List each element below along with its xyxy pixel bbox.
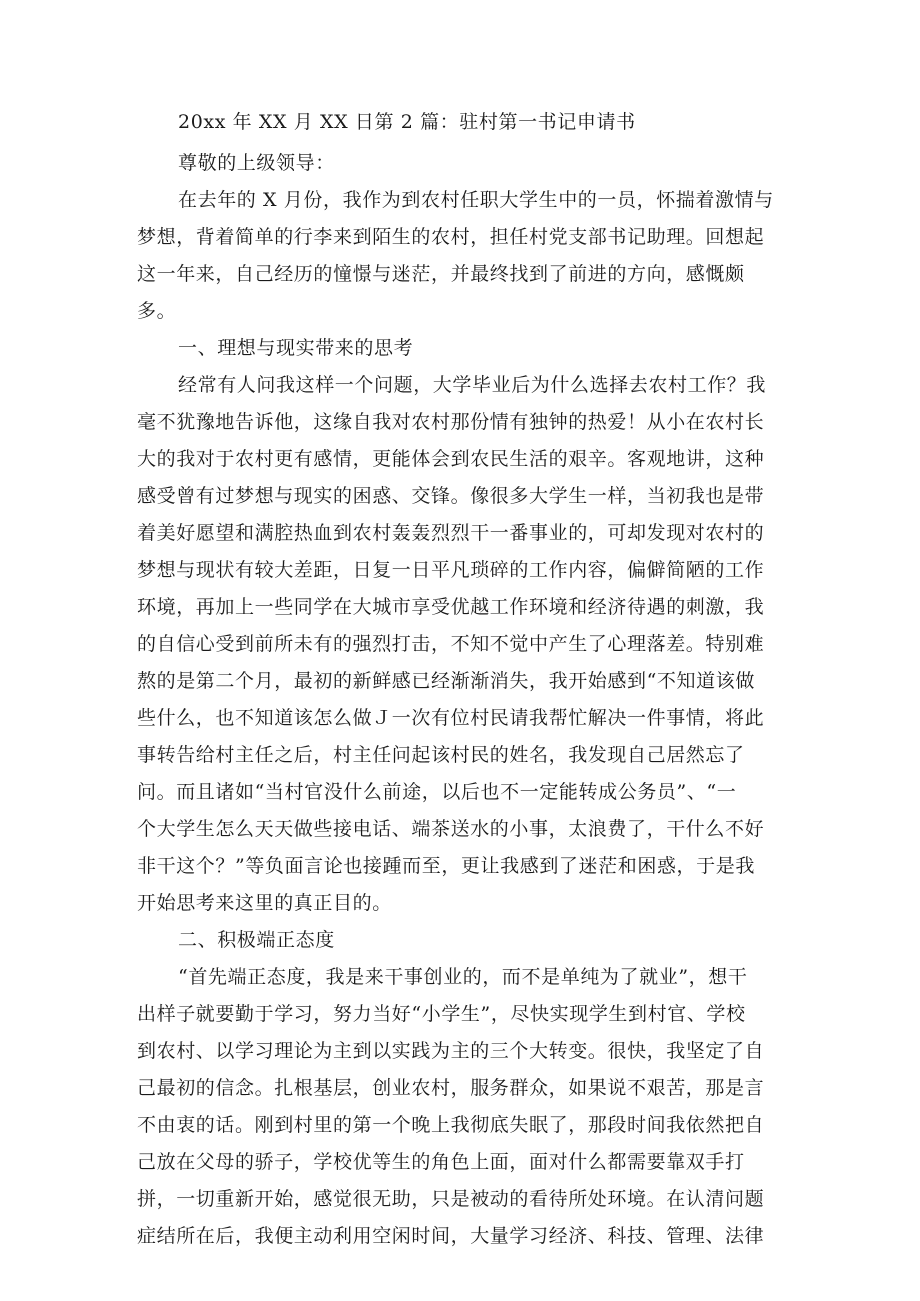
paragraph-line: 出样子就要勤于学习，努力当好“小学生”，尽快实现学生到村官、学校 — [137, 1003, 746, 1025]
paragraph-line: 事转告给村主任之后，村主任问起该村民的姓名，我发现自己居然忘了 — [137, 744, 745, 766]
paragraph-line: 个大学生怎么天天做些接电话、端茶送水的小事，太浪费了，干什么不好 — [137, 818, 765, 840]
paragraph-line: 拼，一切重新开始，感觉很无助，只是被动的看待所处环境。在认清问题 — [137, 1188, 765, 1210]
paragraph-line: 多。 — [137, 300, 177, 322]
paragraph-line: 些什么，也不知道该怎么做Ｊ一次有位村民请我帮忙解决一件事情，将此 — [137, 707, 765, 729]
paragraph-line: 毫不犹豫地告诉他，这缘自我对农村那份情有独钟的热爱！从小在农村长 — [137, 411, 765, 433]
salutation: 尊敬的上级领导： — [178, 152, 335, 174]
paragraph-line: 症结所在后，我便主动利用空闲时间，大量学习经济、科技、管理、法律 — [137, 1225, 765, 1247]
paragraph-line: 感受曾有过梦想与现实的困惑、交锋。像很多大学生一样，当初我也是带 — [137, 485, 765, 507]
paragraph-line: “首先端正态度，我是来干事创业的，而不是单纯为了就业”，想干 — [178, 966, 748, 988]
section-heading: 二、积极端正态度 — [178, 929, 335, 951]
paragraph-line: 在去年的 X 月份，我作为到农村任职大学生中的一员，怀揣着激情与 — [178, 189, 774, 211]
paragraph-line: 环境，再加上一些同学在大城市享受优越工作环境和经济待遇的刺激，我 — [137, 596, 765, 618]
paragraph-line: 大的我对于农村更有感情，更能体会到农民生活的艰辛。客观地讲，这种 — [137, 448, 765, 470]
paragraph-line: 梦想，背着简单的行李来到陌生的农村，担任村党支部书记助理。回想起 — [137, 226, 765, 248]
section-heading: 一、理想与现实带来的思考 — [178, 337, 414, 359]
paragraph-line: 己放在父母的骄子，学校优等生的角色上面，面对什么都需要靠双手打 — [137, 1151, 745, 1173]
paragraph-line: 梦想与现状有较大差距，日复一日平凡琐碎的工作内容，偏僻简陋的工作 — [137, 559, 765, 581]
paragraph-line: 不由衷的话。刚到村里的第一个晚上我彻底失眠了，那段时间我依然把自 — [137, 1114, 765, 1136]
paragraph-line: 这一年来，自己经历的憧憬与迷茫，并最终找到了前进的方向，感慨颇 — [137, 263, 745, 285]
paragraph-line: 经常有人问我这样一个问题，大学毕业后为什么选择去农村工作？我 — [178, 374, 767, 396]
paragraph-line: 熬的是第二个月，最初的新鲜感已经渐渐消失，我开始感到“不知道该做 — [137, 670, 755, 692]
paragraph-line: 到农村、以学习理论为主到以实践为主的三个大转变。很快，我坚定了自 — [137, 1040, 765, 1062]
paragraph-line: 的自信心受到前所未有的强烈打击，不知不觉中产生了心理落差。特别难 — [137, 633, 765, 655]
paragraph-line: 着美好愿望和满腔热血到农村轰轰烈烈干一番事业的，可却发现对农村的 — [137, 522, 765, 544]
document-title: 20xx 年 XX 月 XX 日第 2 篇：驻村第一书记申请书 — [178, 111, 636, 133]
paragraph-line: 问。而且诸如“当村官没什么前途，以后也不一定能转成公务员”、“一 — [137, 781, 737, 803]
paragraph-line: 开始思考来这里的真正目的。 — [137, 892, 392, 914]
paragraph-line: 非干这个？”等负面言论也接踵而至，更让我感到了迷茫和困惑，于是我 — [137, 855, 755, 877]
paragraph-line: 己最初的信念。扎根基层，创业农村，服务群众，如果说不艰苦，那是言 — [137, 1077, 765, 1099]
